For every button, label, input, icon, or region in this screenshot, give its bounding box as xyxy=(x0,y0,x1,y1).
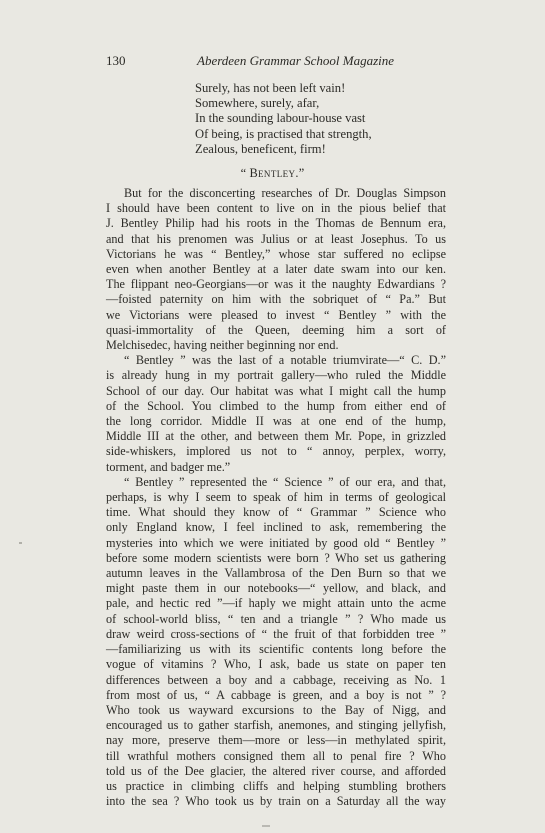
body-line: Who took us wayward excursions to the Bay of Nigg, and xyxy=(106,702,446,717)
article-body xyxy=(106,186,446,809)
running-title: Aberdeen Grammar School Magazine xyxy=(197,53,395,68)
page-header xyxy=(106,53,446,69)
poem-line: Of being, is practised that strength, xyxy=(195,126,372,141)
body-line: we Victorians were pleased to invest “ Bentley ” with the xyxy=(106,307,446,322)
body-line: might paste them in our notebooks—“ yellow, and black, and xyxy=(106,581,446,596)
body-line: from most of us, “ A cabbage is green, and a boy is not ” ? xyxy=(106,687,446,702)
body-line: time. What should they know of “ Grammar ” Science who xyxy=(106,505,446,520)
margin-speck xyxy=(19,542,22,544)
body-line: told us of the Dee glacier, the altered river course, and afforded xyxy=(106,763,446,778)
section-title-open: “ B xyxy=(240,166,259,180)
body-line: torment, and badger me.” xyxy=(106,459,231,474)
section-title xyxy=(0,166,545,181)
body-line: us practice in climbing cliffs and helping stumbling brothers xyxy=(106,778,446,793)
body-line: Victorians he was “ Bentley,” whose star suffered no eclipse xyxy=(106,246,446,261)
body-line: till wrathful mothers consigned them all to penal fire ? Who xyxy=(106,748,446,763)
section-title-smallcaps: entley xyxy=(258,166,296,180)
body-line: mysteries into which we were initiated by good old “ Bentley ” xyxy=(106,535,446,550)
poem-stanza xyxy=(195,81,425,157)
poem-line: Zealous, beneficent, firm! xyxy=(195,141,326,156)
body-line: only England know, I feel inclined to ask, remembering the xyxy=(106,520,446,535)
poem-line: Surely, has not been left vain! xyxy=(195,81,346,95)
body-line: even when another Bentley at a later date swam into our ken. xyxy=(106,262,446,277)
body-line: differences between a boy and a cabbage, receiving as No. 1 xyxy=(106,672,446,687)
body-line: is already hung in my portrait gallery—who ruled the Middle xyxy=(106,368,446,383)
body-line: encouraged us to gather starfish, anemones, and stinging jellyfish, xyxy=(106,718,446,733)
body-line: the long corridor. Middle II was at one end of the hump, xyxy=(106,414,446,429)
body-line: draw weird cross-sections of “ the fruit of that forbidden tree ” xyxy=(106,626,446,641)
body-line: side-whiskers, implored us not to “ annoy, perplex, worry, xyxy=(106,444,446,459)
body-line: of the School. You climbed to the hump from either end of xyxy=(106,398,446,413)
body-line: “ Bentley ” was the last of a notable triumvirate—“ C. D.” xyxy=(124,353,446,368)
body-line: nay more, preserve them—more or less—in methylated spirit, xyxy=(106,733,446,748)
body-line: I should have been content to live on in the pious belief that xyxy=(106,201,446,216)
body-line: perhaps, is why I seem to speak of him in terms of geological xyxy=(106,490,446,505)
page-number: 130 xyxy=(106,53,126,68)
body-line: Middle III at the other, and between them Mr. Pope, in grizzled xyxy=(106,429,446,444)
body-line: autumn leaves in the Vallambrosa of the Den Burn so that we xyxy=(106,566,446,581)
body-line: “ Bentley ” represented the “ Science ” of our era, and that, xyxy=(124,474,446,489)
body-line: vogue of vitamins ? Who, I ask, bade us state on paper ten xyxy=(106,657,446,672)
poem-line: Somewhere, surely, afar, xyxy=(195,96,320,111)
body-line: The flippant neo-Georgians—or was it the naughty Edwardians ? xyxy=(106,277,446,292)
poem-line: In the sounding labour-house vast xyxy=(195,111,366,126)
body-line: School of our day. Our habitat was what I might call the hump xyxy=(106,383,446,398)
body-line: —familiarizing us with its scientific contents long before the xyxy=(106,642,446,657)
body-line: But for the disconcerting researches of Dr. Douglas Simpson xyxy=(124,186,446,200)
body-line: J. Bentley Philip had his roots in the Thomas de Bennum era, xyxy=(106,216,446,231)
body-line: of school-world bliss, “ ten and a triangle ” ? Who made us xyxy=(106,611,446,626)
section-title-close: .” xyxy=(295,166,305,180)
body-line: pale, and hectic red ”—if haply we might attain unto the acme xyxy=(106,596,446,611)
body-line: before some modern scientists were born ? Who set us gathering xyxy=(106,550,446,565)
body-line: and that his prenomen was Julius or at least Josephus. To us xyxy=(106,231,446,246)
bottom-speck xyxy=(262,825,270,827)
body-line: quasi-immortality of the Queen, deeming him a sort of xyxy=(106,322,446,337)
body-line: into the sea ? Who took us by train on a Saturday all the way xyxy=(106,794,446,809)
body-line: —foisted paternity on him with the sobriquet of “ Pa.” But xyxy=(106,292,446,307)
body-line: Melchisedec, having neither beginning nor end. xyxy=(106,338,339,353)
